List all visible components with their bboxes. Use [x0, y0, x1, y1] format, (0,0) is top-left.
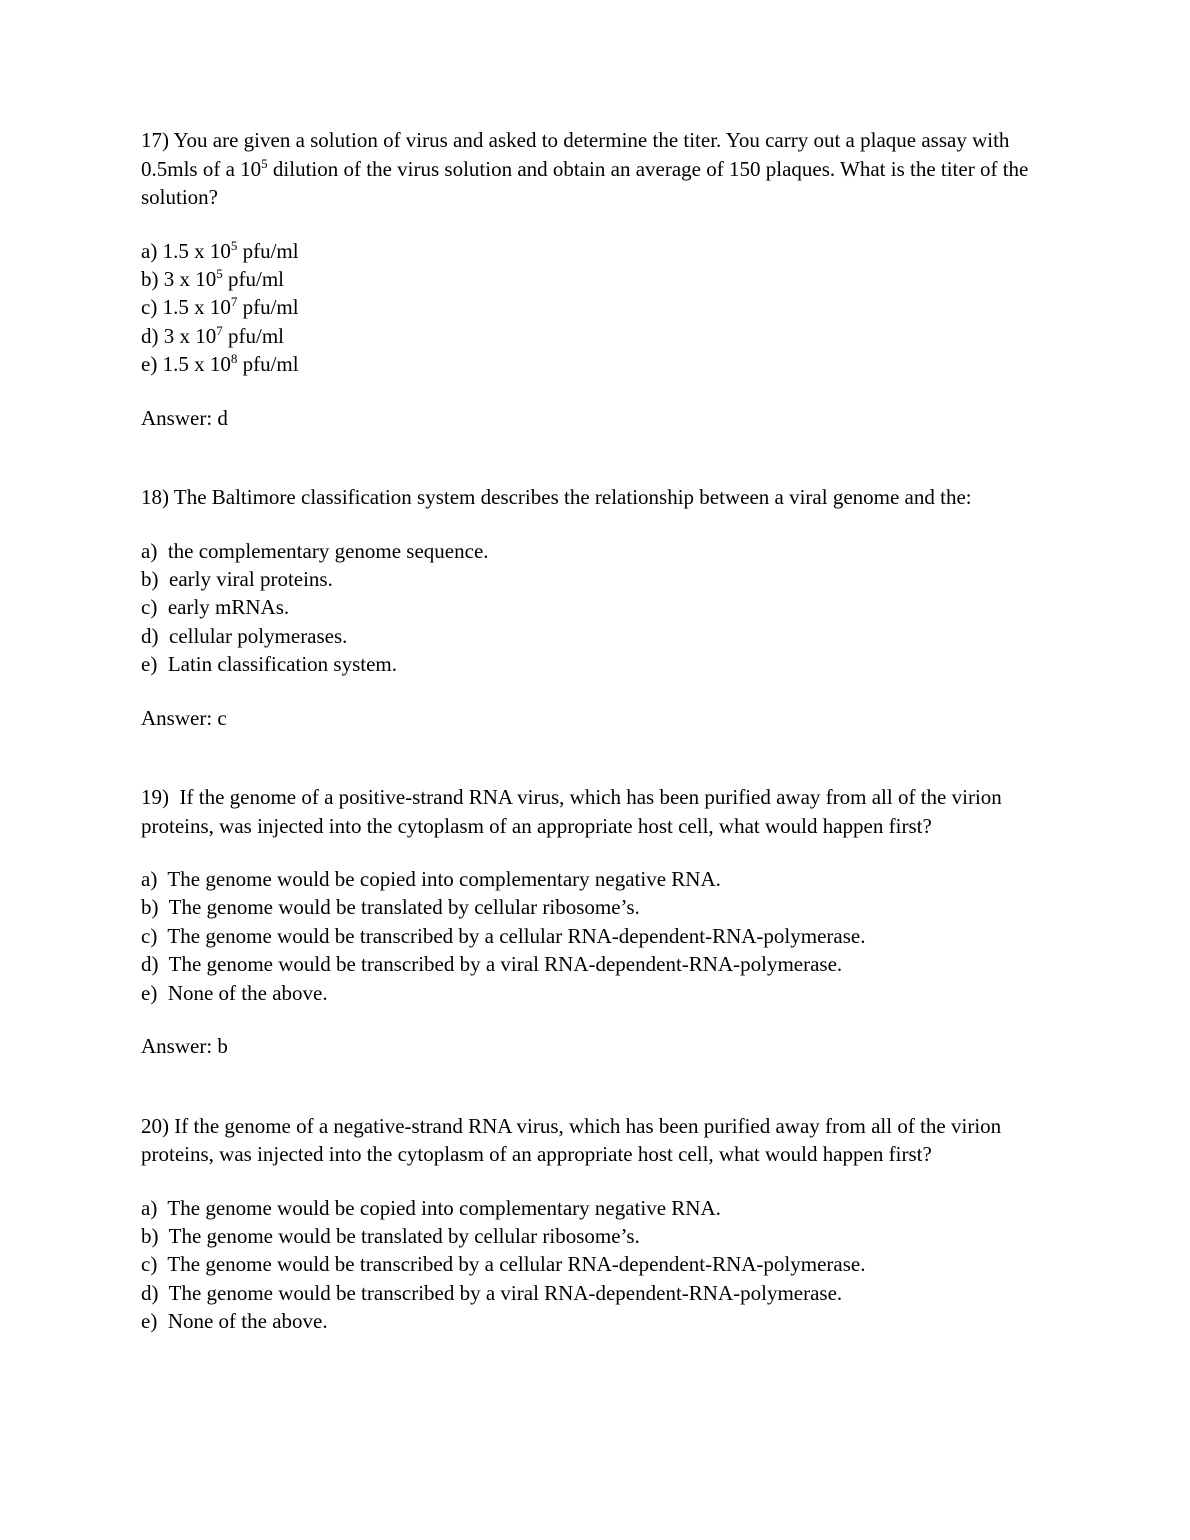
option-line — [141, 950, 1047, 978]
text-run: b) early viral proteins. — [141, 566, 333, 591]
option-line — [141, 565, 1047, 593]
options-list — [141, 237, 1050, 379]
text-run: b) The genome would be translated by cellular ribosome’s. — [141, 1224, 640, 1248]
text-run: dilution of the virus solution and obtain an average of 150 plaques. What is the titer of the solution? — [141, 156, 1034, 209]
question-text — [141, 126, 1047, 212]
text-run: pfu/ml — [222, 323, 285, 348]
superscript: 7 — [230, 294, 238, 310]
superscript: 8 — [230, 351, 238, 367]
text-run: a) The genome would be copied into complementary negative RNA. — [141, 867, 721, 892]
text-run: 18) The Baltimore classification system describes the relationship between a viral genome and the: — [141, 485, 972, 510]
option-line — [141, 322, 1047, 350]
question-text — [141, 783, 1047, 840]
text-run: d) 3 x 10 — [141, 323, 217, 348]
answer-line: Answer: c — [141, 705, 227, 730]
text-run: d) cellular polymerases. — [141, 623, 348, 648]
text-run: c) 1.5 x 10 — [141, 295, 231, 320]
text-run: c) The genome would be transcribed by a cellular RNA-dependent-RNA-polymerase. — [141, 923, 866, 948]
questions-list — [141, 126, 1050, 1336]
text-run: 19) If the genome of a positive-strand RNA virus, which has been purified away from all of the virion proteins, was injected into the cytoplasm of an appropriate host cell, what would happen first? — [141, 785, 1008, 838]
option-line — [141, 865, 1047, 893]
text-run: 20) If the genome of a negative-strand RNA virus, which has been purified away from all of the virion proteins, was injected into the cytoplasm of an appropriate host cell, what would happen first? — [141, 1113, 1007, 1167]
options-list — [141, 537, 1050, 679]
text-run: a) The genome would be copied into complementary negative RNA. — [141, 1195, 721, 1220]
text-run: 17) You are given a solution of virus and asked to determine the titer. You carry out a plaque assay with 0.5mls of a 10 — [141, 128, 1015, 181]
question-text — [141, 1112, 1047, 1169]
option-line — [141, 622, 1047, 650]
option-line — [141, 650, 1047, 678]
superscript: 5 — [230, 237, 238, 253]
question-block-q17 — [141, 126, 1050, 432]
option-line — [141, 893, 1047, 921]
question-block-q19 — [141, 783, 1050, 1061]
option-line — [141, 537, 1047, 565]
option-line — [141, 1250, 1047, 1278]
option-line — [141, 350, 1047, 378]
text-run: pfu/ml — [237, 352, 299, 377]
text-run: c) The genome would be transcribed by a cellular RNA-dependent-RNA-polymerase. — [141, 1252, 866, 1277]
option-line — [141, 593, 1047, 621]
answer-line: Answer: d — [141, 405, 228, 430]
option-line — [141, 1279, 1047, 1307]
option-line — [141, 237, 1047, 265]
option-line — [141, 265, 1047, 293]
option-line — [141, 1222, 1047, 1250]
text-run: d) The genome would be transcribed by a viral RNA-dependent-RNA-polymerase. — [141, 1280, 843, 1305]
text-run: e) Latin classification system. — [141, 652, 398, 677]
superscript: 7 — [216, 322, 223, 338]
text-run: e) None of the above. — [141, 1309, 328, 1334]
question-text — [141, 483, 1047, 512]
text-run: c) early mRNAs. — [141, 595, 290, 620]
option-line — [141, 1307, 1047, 1335]
options-list — [141, 865, 1050, 1007]
superscript: 5 — [216, 265, 223, 281]
question-block-q20 — [141, 1112, 1050, 1336]
option-line — [141, 1194, 1047, 1222]
text-run: b) 3 x 10 — [141, 266, 217, 291]
text-run: d) The genome would be transcribed by a viral RNA-dependent-RNA-polymerase. — [141, 952, 843, 977]
text-run: e) None of the above. — [141, 980, 328, 1005]
answer-line: Answer: b — [141, 1034, 228, 1059]
option-line — [141, 293, 1047, 321]
text-run: a) 1.5 x 10 — [141, 238, 231, 263]
text-run: pfu/ml — [237, 295, 299, 320]
text-run: a) the complementary genome sequence. — [141, 538, 489, 563]
text-run: pfu/ml — [222, 266, 285, 291]
question-block-q18 — [141, 483, 1050, 732]
text-run: e) 1.5 x 10 — [141, 352, 231, 377]
superscript: 5 — [261, 155, 268, 171]
text-run: pfu/ml — [237, 238, 299, 263]
option-line — [141, 979, 1047, 1007]
option-line — [141, 922, 1047, 950]
text-run: b) The genome would be translated by cellular ribosome’s. — [141, 895, 640, 920]
options-list — [141, 1194, 1050, 1336]
